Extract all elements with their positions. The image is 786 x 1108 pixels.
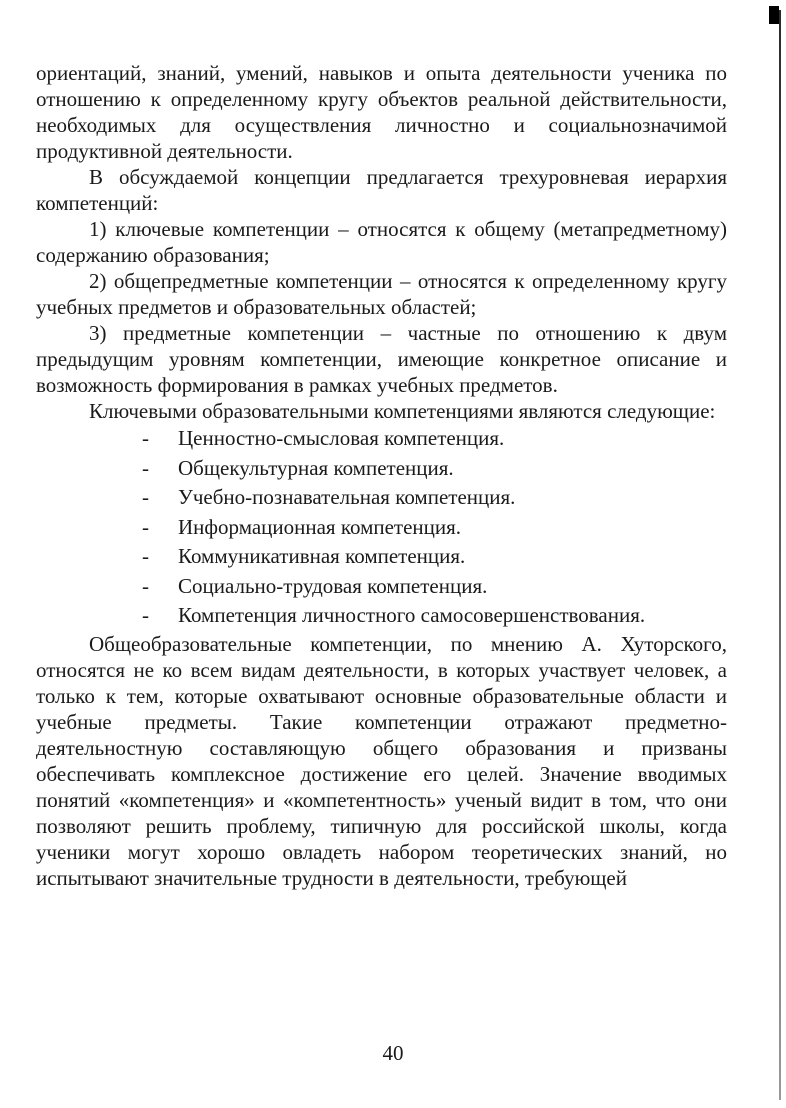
paragraph-hierarchy-intro: В обсуждаемой концепции предлагается трехуровневая иерархия компетенций: [36, 165, 727, 215]
list-item [36, 542, 727, 572]
list-item-text: Коммуникативная компетенция. [178, 544, 466, 568]
list-item [36, 513, 727, 543]
list-item [36, 454, 727, 484]
list-item [36, 572, 727, 602]
paragraph-continuation: ориентаций, знаний, умений, навыков и опыта деятельности ученика по отношению к определенному кругу объектов реальной действительности, необходимых для осуществления личностно и социальнозначимой продуктивной деятельности. [36, 61, 727, 163]
list-dash: - [142, 485, 149, 509]
scan-edge-line [779, 10, 781, 1100]
paragraph-level-2: 2) общепредметные компетенции – относятся к определенному кругу учебных предметов и образовательных областей; [36, 269, 727, 319]
page-text [36, 60, 727, 891]
list-dash: - [142, 514, 149, 539]
list-item [36, 424, 727, 454]
list-dash: - [142, 426, 149, 450]
page-number: 40 [382, 1041, 404, 1065]
list-item-text: Ценностно-смысловая компетенция. [178, 426, 505, 450]
list-dash: - [142, 603, 149, 627]
list-item-text: Информационная компетенция. [178, 514, 462, 539]
paragraph-level-3: 3) предметные компетенции – частные по отношению к двум предыдущим уровням компетенции, имеющие конкретное описание и возможность формирования в рамках учебных предметов. [36, 321, 727, 397]
list-dash: - [142, 573, 149, 598]
scan-edge-mark [769, 6, 779, 24]
list-item [36, 601, 727, 631]
list-item-text: Социально-трудовая компетенция. [178, 573, 488, 598]
paragraph-key-competencies-intro: Ключевыми образовательными компетенциями являются следующие: [89, 399, 716, 423]
list-dash: - [142, 544, 149, 568]
key-competencies-list [36, 424, 727, 631]
list-item-text: Компетенция личностного самосовершенствования. [178, 603, 646, 627]
list-item [36, 483, 727, 513]
list-item-text: Учебно-познавательная компетенция. [178, 485, 516, 509]
list-item-text: Общекультурная компетенция. [178, 455, 454, 480]
paragraph-level-1: 1) ключевые компетенции – относятся к общему (метапредметному) содержанию образования; [36, 217, 727, 267]
list-dash: - [142, 455, 149, 480]
paragraph-general-competencies: Общеобразовательные компетенции, по мнению А. Хуторского, относятся не ко всем видам деятельности, в которых участвует человек, а только к тем, которые охватывают основные образовательные области и учебные предметы. Такие компетенции отражают предметно-деятельностную составляющую общего образования и призваны обеспечивать комплексное достижение его целей. Значение вводимых понятий «компетенция» и «компетентность» ученый видит в том, что они позволяют решить проблему, типичную для российской школы, когда ученики могут хорошо овладеть набором теоретических знаний, но испытывают значительные трудности в деятельности, требующей [36, 631, 727, 890]
